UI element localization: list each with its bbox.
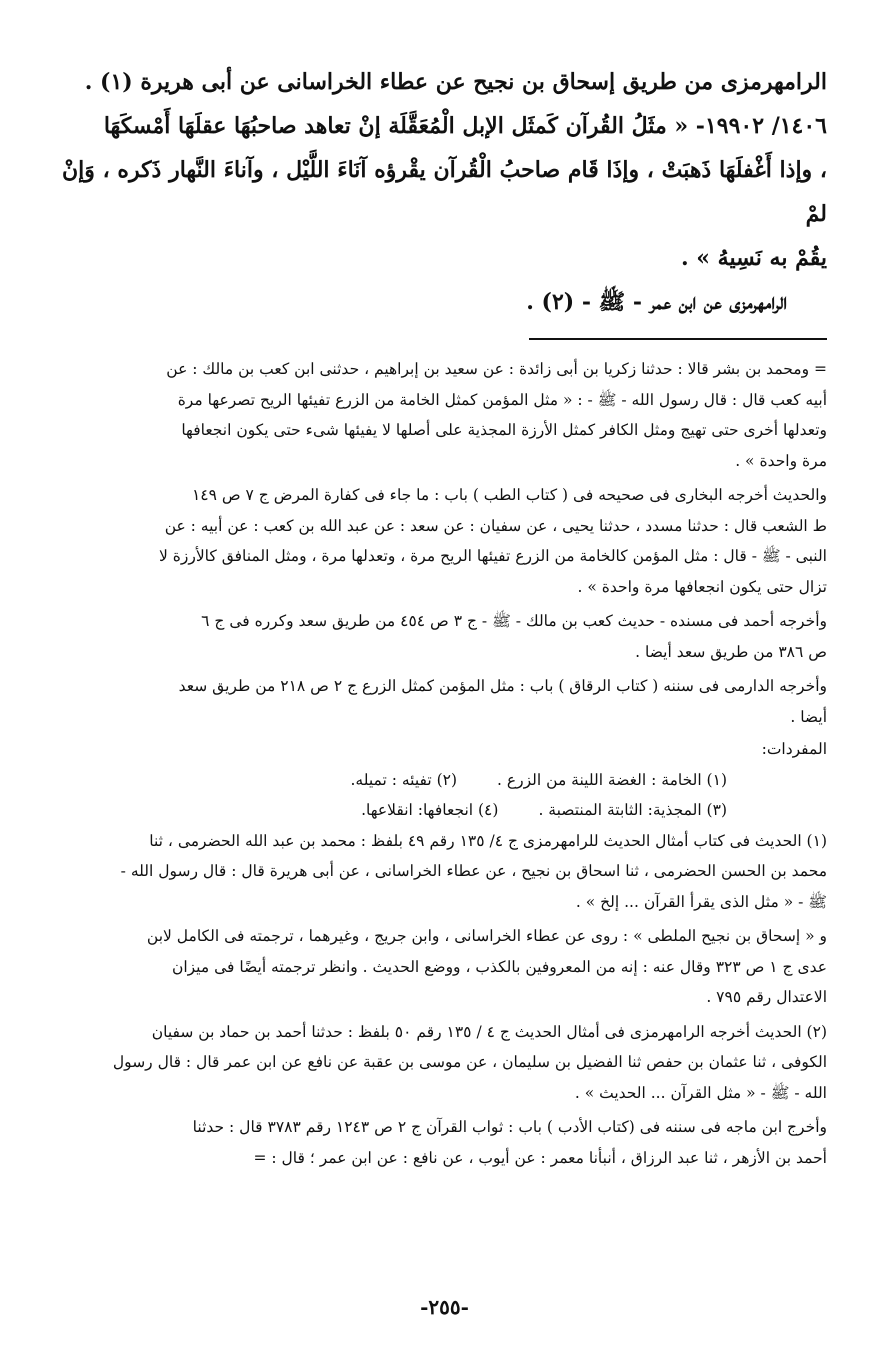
footnote-line: الله - ﷺ - « مثل القرآن ... الحديث » . xyxy=(574,1083,827,1102)
footnote-line: الاعتدال رقم ٧٩٥ . xyxy=(706,988,827,1006)
footnote-divider xyxy=(529,338,827,340)
footnote-line: وأخرج ابن ماجه فى سننه فى (كتاب الأدب ) باب : ثواب القرآن ج ٢ ص ١٢٤٣ رقم ٣٧٨٣ قال : حدثنا xyxy=(192,1118,827,1136)
vocabulary-item: (٣) المجذية: الثابتة المنتصبة . xyxy=(538,801,727,819)
note-line: وأخرجه الدارمى فى سننه ( كتاب الرقاق ) باب : مثل المؤمن كمثل الزرع ج ٢ ص ٢١٨ من طريق سعد xyxy=(178,677,827,695)
footnote-line: (١) الحديث فى كتاب أمثال الحديث للرامهرمزى ج ٤/ ١٣٥ رقم ٤٩ بلفظ : محمد بن عبد الله الحضرمى ، ثنا xyxy=(149,831,827,850)
vocabulary-item: (١) الخامة : الغضة اللينة من الزرع . xyxy=(497,770,727,789)
vocabulary-row xyxy=(62,795,827,826)
page-number: -٢٥٥- xyxy=(420,1295,469,1319)
note-paragraph xyxy=(62,671,827,732)
main-source-line: الرامهرمزى عن ابن عمر - ﷺ - (٢) . xyxy=(526,289,787,315)
footnote-line: (٢) الحديث أخرجه الرامهرمزى فى أمثال الحديث ج ٤ / ١٣٥ رقم ٥٠ بلفظ : حدثنا أحمد بن حماد بن سفيان xyxy=(151,1022,827,1041)
note-line: مرة واحدة » . xyxy=(735,451,827,470)
note-line: النبى - ﷺ - قال : مثل المؤمن كالخامة من الزرع تفيئها الريح مرة ، وتعدلها مرة ، ومثل المنافق كالأرزة لا xyxy=(158,547,827,565)
note-line: وأخرجه أحمد فى مسنده - حديث كعب بن مالك - ﷺ - ج ٣ ص ٤٥٤ من طريق سعد وكرره فى ج ٦ xyxy=(201,612,827,630)
main-line: ١٤٠٦/ ١٩٩٠٢- « مثَلُ القُرآن كَمثَل الإبل الْمُعَقَّلَة إنْ تعاهد صاحبُهَا عقلَهَا أَمْسكَهَا xyxy=(103,113,827,139)
note-paragraph xyxy=(62,480,827,602)
note-line: ط الشعب قال : حدثنا مسدد ، حدثنا يحيى ، عن سفيان : عن سعد : عن عبد الله بن كعب : عن أبيه : عن xyxy=(164,516,827,535)
note-paragraph xyxy=(62,606,827,667)
footnote-line: محمد بن الحسن الحضرمى ، ثنا اسحاق بن نجيح ، عن عطاء الخراسانى ، عن أبى هريرة قال : قال رسول الله - xyxy=(120,862,827,880)
note-line: تزال حتى يكون انجعافها مرة واحدة » . xyxy=(577,577,827,596)
vocabulary-row xyxy=(62,765,827,796)
note-line: أبيه كعب قال : قال رسول الله - ﷺ - : « مثل المؤمن كمثل الخامة من الزرع تفيئها الريح تصرعها مرة xyxy=(177,390,827,409)
footnote-line: أحمد بن الأزهر ، ثنا عبد الرزاق ، أنبأنا معمر : عن أيوب ، عن نافع : عن ابن عمر ؛ قال : = xyxy=(253,1148,827,1167)
footnote-line: عدى ج ١ ص ٣٢٣ وقال عنه : إنه من المعروفين بالكذب ، ووضع الحديث . وانظر ترجمته أيضًا فى ميزان xyxy=(171,957,827,976)
main-line: ، وإذا أَغْفلَهَا ذَهبَتْ ، وإذَا قَام صاحبُ الْقُرآن يقْرؤه آنَاءَ اللَّيْل ، وآناءَ النَّهار ذَكره ، وَإنْ لمْ xyxy=(62,157,827,227)
continued-notes xyxy=(62,354,827,1173)
note-line: ص ٣٨٦ من طريق سعد أيضا . xyxy=(635,642,827,661)
footnote-line: الكوفى ، ثنا عثمان بن حفص ثنا الفضيل بن سليمان ، عن موسى بن عقبة عن نافع عن ابن عمر قال : قال رسول xyxy=(112,1053,827,1071)
vocabulary-item: (٢) تفيئه : تميله. xyxy=(350,770,458,789)
note-paragraph xyxy=(62,354,827,476)
footnote-1 xyxy=(62,826,827,1013)
note-line: أيضا . xyxy=(790,707,827,726)
vocabulary-item: (٤) انجعافها: انقلاعها. xyxy=(361,801,499,819)
main-hadith-text xyxy=(62,60,827,324)
footnotes xyxy=(62,826,827,1174)
note-line: وتعدلها أخرى حتى تهيج ومثل الكافر كمثل الأرزة المجذية على أصلها لا يفيئها شىء حتى يكون انجعافها xyxy=(181,421,827,439)
footnote-line: ﷺ - « مثل الذى يقرأ القرآن ... إلخ » . xyxy=(575,892,827,911)
vocabulary-heading: المفردات: xyxy=(761,740,827,758)
document-page xyxy=(62,60,827,1317)
main-line: الرامهرمزى من طريق إسحاق بن نجيح عن عطاء الخراسانى عن أبى هريرة (١) . xyxy=(84,69,827,95)
footnote-2 xyxy=(62,1017,827,1174)
note-line: والحديث أخرجه البخارى فى صحيحه فى ( كتاب الطب ) باب : ما جاء فى كفارة المرض ج ٧ ص ١٤٩ xyxy=(191,486,827,504)
footnote-line: و « إسحاق بن نجيح الملطى » : روى عن عطاء الخراسانى ، وابن جريج ، وغيرهما ، ترجمته فى الكامل لابن xyxy=(146,927,827,945)
note-line: = ومحمد بن بشر قالا : حدثنا زكريا بن أبى زائدة : عن سعيد بن إبراهيم ، حدثنى ابن كعب بن مالك : عن xyxy=(166,360,827,378)
main-line: يقُمْ به نَسِيهُ » . xyxy=(680,245,827,271)
